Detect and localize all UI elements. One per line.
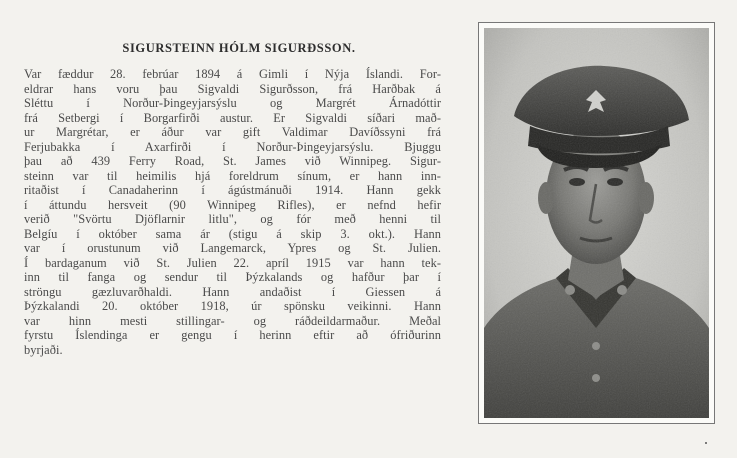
biography-line: Belgíu í október sama ár (stigu á skip 3. okt.). Hann — [24, 226, 441, 241]
biography-line: Í bardaganum við St. Julien 22. apríl 1915 var hann tek- — [24, 255, 441, 270]
biography-text — [24, 67, 441, 357]
biography-line: Var fæddur 28. febrúar 1894 á Gimli í Nýja Íslandi. For- — [24, 67, 441, 81]
biography-line: Þýzkalandi 20. október 1918, úr spönsku veikinni. Hann — [24, 299, 441, 313]
biography-line: inn til fanga og sendur til Þýzkalands og hafður þar í — [24, 270, 441, 284]
biography-line: byrjaði. — [24, 342, 63, 357]
print-speck — [705, 442, 707, 444]
biography-line: í áttundu hersveit (90 Winnipeg Rifles), er nefnd hefir — [24, 197, 441, 212]
portrait-frame — [478, 22, 715, 424]
biography-line: verið "Svörtu Djöflarnir litlu", og fór með henni til — [24, 212, 441, 226]
biography-line: ritaðist í Canadaherinn í ágústmánuði 1914. Hann gekk — [24, 183, 441, 197]
portrait-photo-icon — [484, 28, 709, 418]
biography-line: þau að 439 Ferry Road, St. James við Winnipeg. Sigur- — [24, 154, 441, 168]
biography-line: var hinn mesti stillingar- og ráðdeildarmaður. Meðal — [24, 313, 441, 328]
biography-line: var í orustunum við Langemarck, Ypres og St. Julien. — [24, 241, 441, 255]
page-title: SIGURSTEINN HÓLM SIGURÐSSON. — [122, 41, 356, 55]
biography-line: fyrstu Íslendinga er gengu í herinn eftir að ófriðurinn — [24, 328, 441, 342]
portrait-photo — [484, 28, 709, 418]
biography-line: ströngu gæzluvarðhaldi. Hann andaðist í Giessen á — [24, 284, 441, 299]
biography-line: ur Margrétar, er áður var gift Valdimar Davíðssyni frá — [24, 125, 441, 139]
biography-line: frá Setbergi í Borgarfirði austur. Er Sigvaldi síðari mað- — [24, 110, 441, 125]
biography-line: steinn var til heimilis hjá foreldrum sínum, er hann inn- — [24, 168, 441, 183]
biography-line: eldrar hans voru þau Sigvaldi Sigurðsson, frá Harðbak á — [24, 81, 441, 96]
biography-line: Ferjubakka í Axarfirði í Norður-Þingeyjarsýslu. Bjuggu — [24, 139, 441, 154]
biography-line: Sléttu í Norður-Þingeyjarsýslu og Margrét Árnadóttir — [24, 96, 441, 110]
